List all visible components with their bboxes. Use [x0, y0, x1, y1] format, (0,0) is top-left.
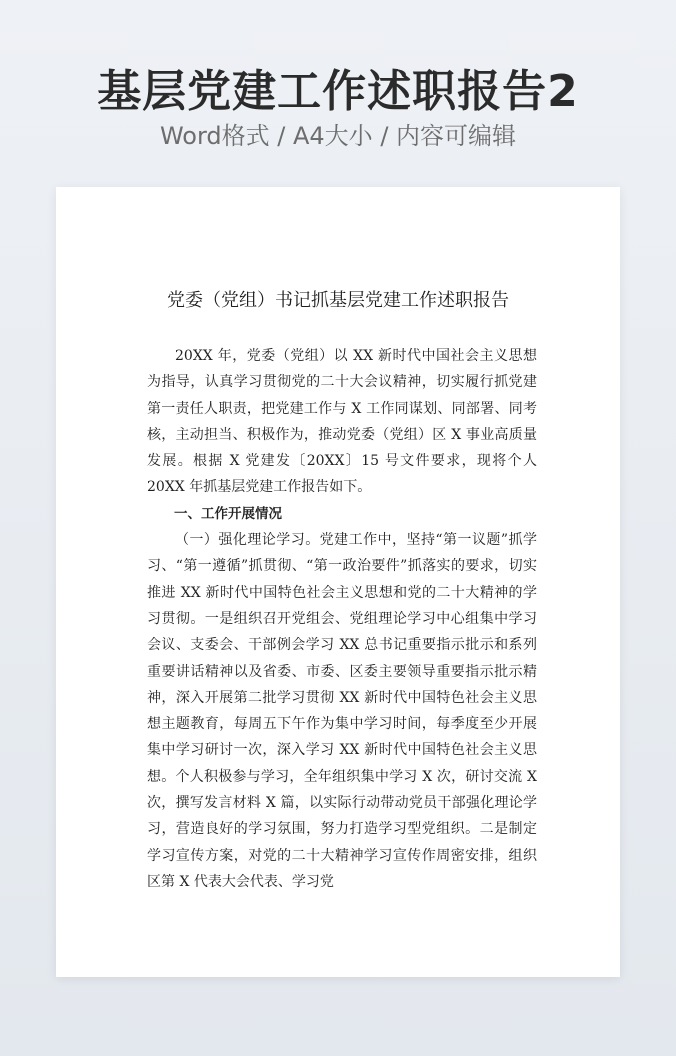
section-heading: 一、工作开展情况 [174, 505, 282, 522]
document-title: 党委（党组）书记抓基层党建工作述职报告 [167, 290, 509, 311]
banner-subtitle: Word格式 / A4大小 / 内容可编辑 [159, 122, 517, 150]
banner-title: 基层党建工作述职报告2 [97, 66, 579, 117]
document-page [56, 187, 620, 977]
subsection-lead: （一）强化理论学习。 [175, 532, 320, 549]
subsection-text: 党建工作中，坚持“第一议题”抓学习、“第一遵循”抓贯彻、“第一政治要件”抓落实的要求，切实推进 XX 新时代中国特色社会主义思想和党的二十大精神的学习贯彻。一是组织召开党组会、党组理论学习中心组集中学习会议、支委会、干部例会学习 XX 总书记重要指示批示和系列重要讲话精神以及省委、市委、区委主要领导重要指示批示精神，深入开展第二批学习贯彻 XX 新时代中国特色社会主义思想主题教育，每周五下午作为集中学习时间，每季度至少开展集中学习研讨一次，深入学习 XX 新时代中国特色社会主义思想。个人积极参与学习，全年组织集中学习 X 次，研讨交流 X 次，撰写发言材料 X 篇，以实际行动带动党员干部强化理论学习，营造良好的学习氛围，努力打造学习型党组织。二是制定学习宣传方案，对党的二十大精神学习宣传作周密安排，组织区第 X 代表大会代表、学习党 [147, 532, 537, 890]
document-body [147, 343, 537, 895]
intro-paragraph: 20XX 年，党委（党组）以 XX 新时代中国社会主义思想为指导，认真学习贯彻党的二十大会议精神，切实履行抓党建第一责任人职责，把党建工作与 X 工作同谋划、同部署、同考核，主动担当、积极作为，推动党委（党组）区 X 事业高质量发展。根据 X 党建发〔20XX〕15 号文件要求，现将个人 20XX 年抓基层党建工作报告如下。 [147, 348, 537, 496]
subsection-paragraph [147, 527, 537, 895]
